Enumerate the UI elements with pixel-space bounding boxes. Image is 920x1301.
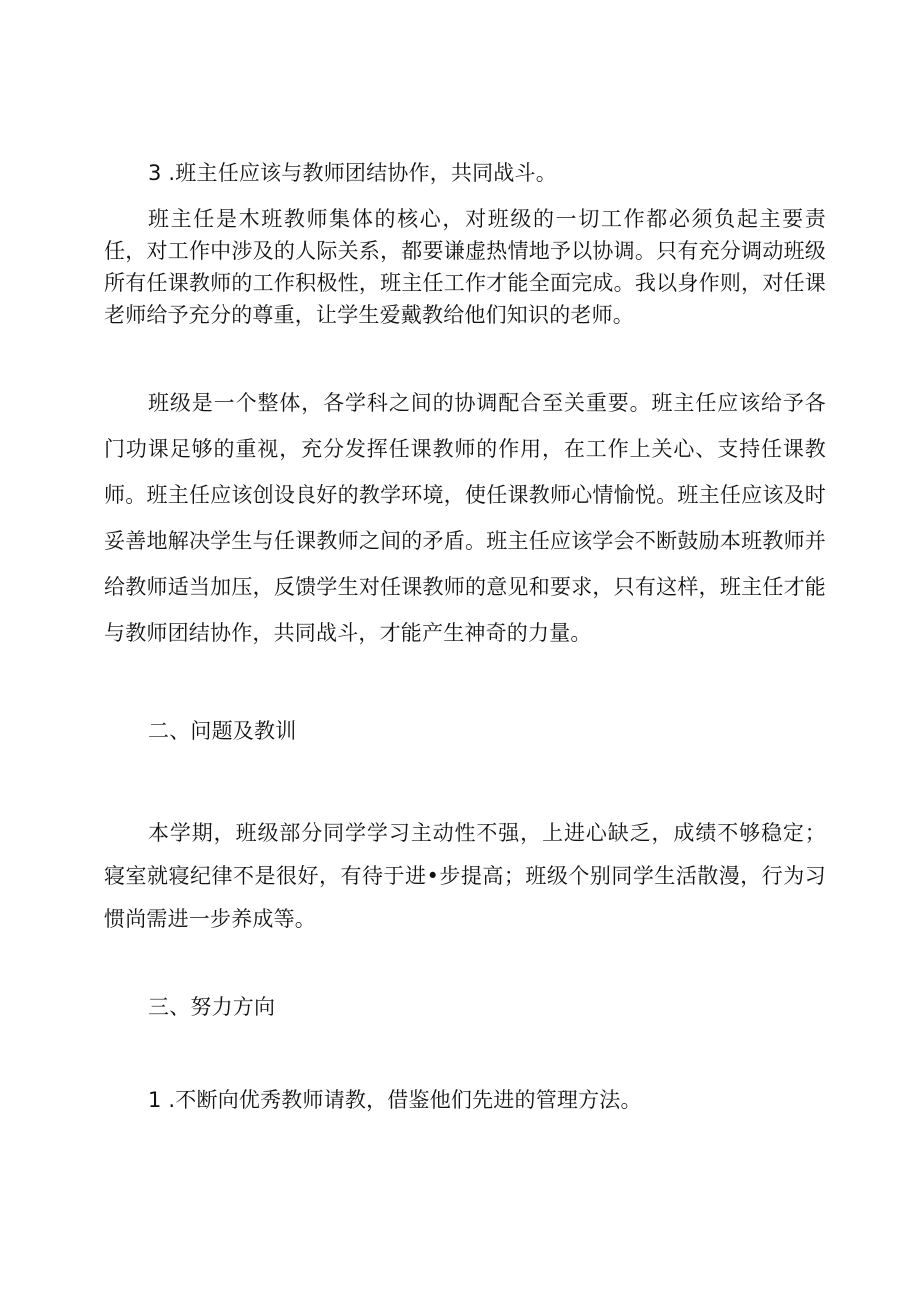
paragraph-head-teacher-core: 班主任是木班教师集体的核心，对班级的一切工作都必须负起主要责任，对工作中涉及的人际关系，都要谦虚热情地予以协调。只有充分调动班级所有任课教师的工作积极性，班主任工作才能全面完成。我以身作则，对任课老师给予充分的尊重，让学生爱戴教给他们知识的老师。 [104, 207, 826, 327]
paragraph-class-coordination: 班级是一个整体，各学科之间的协调配合至关重要。班主任应该给予各门功课足够的重视，充分发挥任课教师的作用，在工作上关心、支持任课教师。班主任应该创设良好的教学环境，使任课教师心情愉悦。班主任应该及时妥善地解决学生与任课教师之间的矛盾。班主任应该学会不断鼓励本班教师并给教师适当加压，反馈学生对任课教师的意见和要求，只有这样，班主任才能与教师团结协作，共同战斗，才能产生神奇的力量。 [104, 391, 826, 645]
section-heading-direction: 三、努力方向 [148, 995, 276, 1019]
section-heading-problems: 二、问题及教训 [148, 719, 297, 743]
list-item-3: 3 .班主任应该与教师团结协作，共同战斗。 [148, 161, 557, 185]
paragraph-problems: 本学期，班级部分同学学习主动性不强，上进心缺乏，成绩不够稳定；寝室就寝纪律不是很好，有待于进•步提高；班级个别同学生活散漫，行为习惯尚需进一步养成等。 [104, 821, 826, 931]
list-item-1: 1 .不断向优秀教师请教，借鉴他们先进的管理方法。 [148, 1088, 642, 1112]
